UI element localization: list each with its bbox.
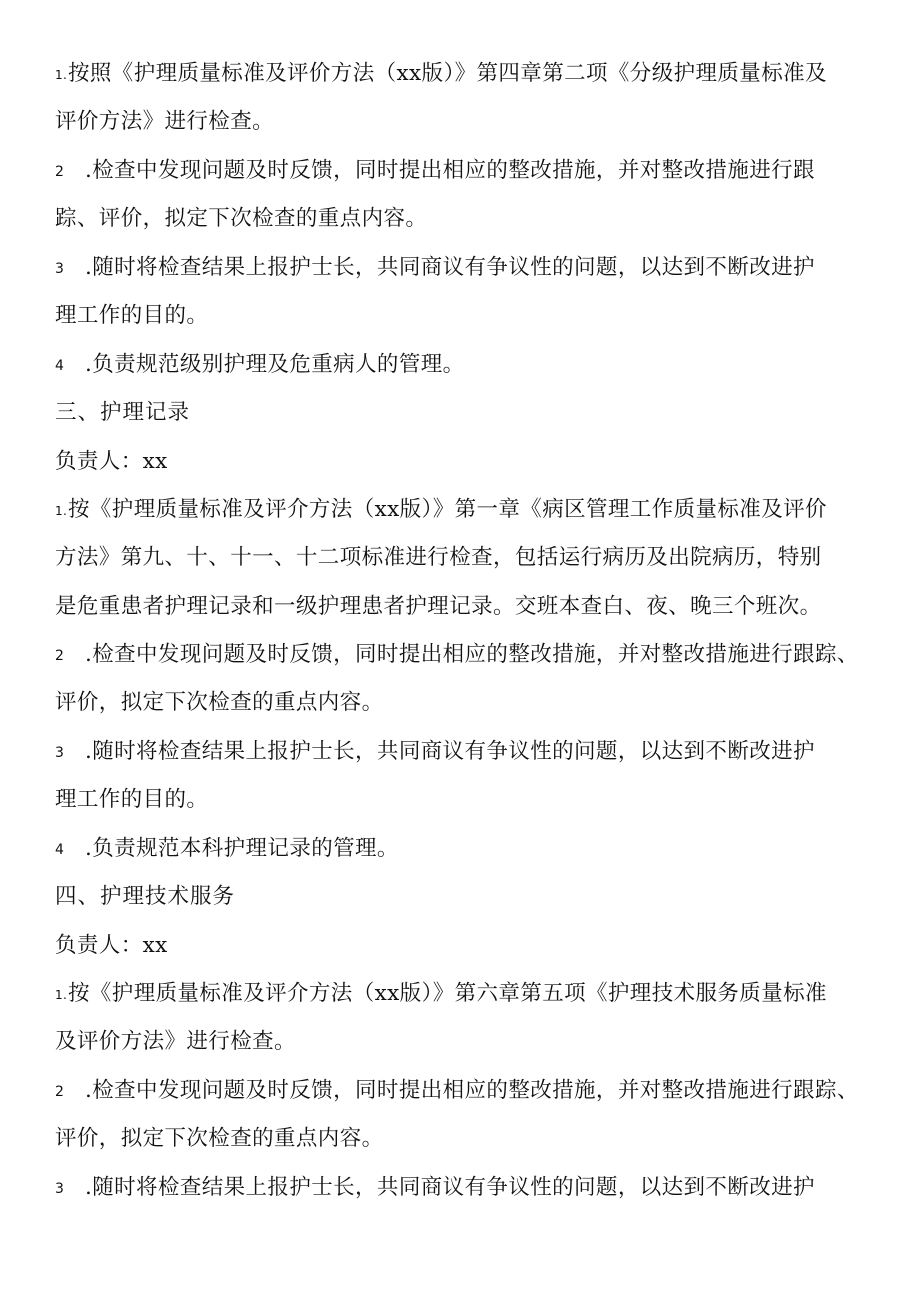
section-heading	[55, 395, 875, 431]
paragraph-line	[55, 685, 875, 721]
paragraph-text: .随时将检查结果上报护士长，共同商议有争议性的问题，以达到不断改进护	[85, 255, 815, 280]
paragraph-text: 评价方法》进行检查。	[55, 109, 275, 134]
paragraph-line	[55, 782, 875, 818]
list-item-4	[55, 831, 875, 867]
responsible-person	[55, 928, 875, 964]
paragraph-text: .检查中发现问题及时反馈，同时提出相应的整改措施，并对整改措施进行跟	[85, 158, 815, 183]
paragraph-text: 踪、评价，拟定下次检查的重点内容。	[55, 206, 428, 231]
list-item-2	[55, 153, 875, 189]
responsible-text: 负责人：xx	[55, 933, 168, 958]
paragraph-text: 按《护理质量标准及评介方法（xx版）》第六章第五项《护理技术服务质量标准	[68, 981, 827, 1006]
responsible-person	[55, 444, 875, 480]
paragraph-text: .随时将检查结果上报护士长，共同商议有争议性的问题，以达到不断改进护	[85, 739, 815, 764]
list-item-1	[55, 976, 875, 1012]
paragraph-text: 方法》第九、十、十一、十二项标准进行检查，包括运行病历及出院病历，特别	[55, 545, 822, 570]
item-number: 1.	[55, 504, 68, 518]
paragraph-line	[55, 589, 875, 625]
paragraph-text: 及评价方法》进行检查。	[55, 1029, 296, 1054]
paragraph-text: 评价，拟定下次检查的重点内容。	[55, 690, 384, 715]
paragraph-line	[55, 1121, 875, 1157]
item-number: 1.	[55, 988, 68, 1002]
list-item-2	[55, 637, 875, 673]
paragraph-text: .负责规范级别护理及危重病人的管理。	[85, 352, 465, 377]
paragraph-text: 理工作的目的。	[55, 787, 209, 812]
responsible-text: 负责人：xx	[55, 449, 168, 474]
item-number: 2	[55, 164, 65, 180]
heading-text: 三、护理记录	[55, 400, 191, 425]
paragraph-text: .随时将检查结果上报护士长，共同商议有争议性的问题，以达到不断改进护	[85, 1175, 815, 1200]
paragraph-text: .检查中发现问题及时反馈，同时提出相应的整改措施，并对整改措施进行跟踪、	[85, 642, 859, 667]
item-number: 2	[55, 1084, 65, 1100]
item-number: 4	[55, 842, 65, 858]
paragraph-text: 按照《护理质量标准及评价方法（xx版）》第四章第二项《分级护理质量标准及	[68, 61, 827, 86]
paragraph-text: 是危重患者护理记录和一级护理患者护理记录。交班本查白、夜、晚三个班次。	[55, 594, 822, 619]
heading-text: 四、护理技术服务	[55, 884, 236, 909]
item-number: 3	[55, 261, 65, 277]
item-number: 1.	[55, 68, 68, 82]
list-item-1	[55, 492, 875, 528]
paragraph-text: .检查中发现问题及时反馈，同时提出相应的整改措施，并对整改措施进行跟踪、	[85, 1078, 859, 1103]
paragraph-text: .负责规范本科护理记录的管理。	[85, 836, 399, 861]
paragraph-line	[55, 1024, 875, 1060]
list-item-4	[55, 347, 875, 383]
item-number: 4	[55, 358, 65, 374]
list-item-3	[55, 734, 875, 770]
item-number: 2	[55, 648, 65, 664]
paragraph-text: 按《护理质量标准及评介方法（xx版）》第一章《病区管理工作质量标准及评价	[68, 497, 827, 522]
list-item-2	[55, 1073, 875, 1109]
paragraph-line	[55, 201, 875, 237]
paragraph-line	[55, 540, 875, 576]
list-item-1	[55, 56, 875, 92]
paragraph-line	[55, 298, 875, 334]
section-heading	[55, 879, 875, 915]
list-item-3	[55, 250, 875, 286]
item-number: 3	[55, 745, 65, 761]
paragraph-line	[55, 104, 875, 140]
paragraph-text: 理工作的目的。	[55, 303, 209, 328]
list-item-3	[55, 1170, 875, 1206]
paragraph-text: 评价，拟定下次检查的重点内容。	[55, 1126, 384, 1151]
item-number: 3	[55, 1181, 65, 1197]
